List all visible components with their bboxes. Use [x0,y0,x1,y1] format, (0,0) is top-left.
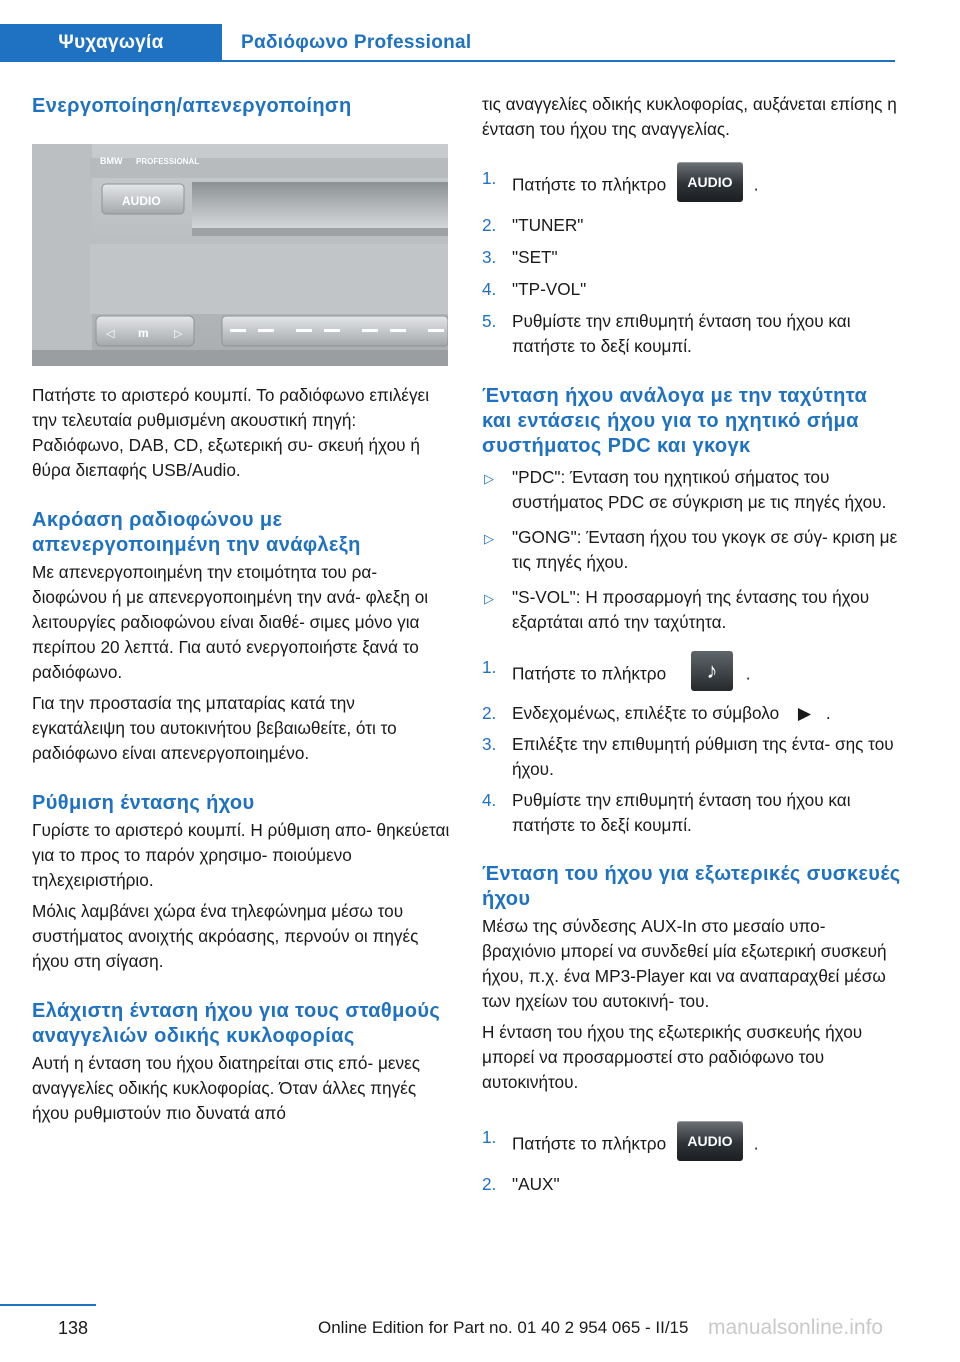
radio-panel-photo [32,144,448,366]
list-item: 1. Πατήστε το πλήκτρο ♪ . [482,655,902,695]
paragraph-external-2: Η ένταση του ήχου της εξωτερικής συσκευής ήχου μπορεί να προσαρμοστεί στο ραδιόφωνο του αυτοκινήτου. [482,1022,863,1092]
heading-external-devices: Ένταση του ήχου για εξωτερικές συσκευές ήχου [482,863,901,910]
paragraph-listen-1: Με απενεργοποιημένη την ετοιμότητα του ρα- διοφώνου ή με απενεργοποιημένη την ανά- φλεξη οι λειτουργίες ραδιοφώνου είναι διαθέ- σιμες μόνο για περίπου 20 λεπτά. Για αυτό ενεργοποιήστε ξανά το ραδιόφωνο. [32,562,429,682]
heading-speed-volume: Ένταση ήχου ανάλογα με την ταχύτητα και εντάσεις ήχου για το ηχητικό σήμα συστήματος PDC και γκογκ [482,385,868,457]
left-column [32,94,452,1126]
paragraph-min-volume: Αυτή η ένταση του ήχου διατηρείται στις επό- μενες αναγγελίες οδικής κυκλοφορίας. Όταν άλλες πηγές ήχου ρυθμιστούν πιο δυνατά από [32,1053,421,1123]
bullet-list-speed [482,465,902,635]
list-item: 3. "SET" [482,247,558,267]
paragraph-volume-1: Γυρίστε το αριστερό κουμπί. Η ρύθμιση απο- θηκεύεται για το προς το παρόν χρησιμο- ποιούμενο τηλεχειριστήριο. [32,820,450,890]
svg-text:m: m [138,326,149,340]
heading-min-volume: Ελάχιστη ένταση ήχου για τους σταθμούς αναγγελιών οδικής κυκλοφορίας [32,1000,441,1047]
page-header [0,24,895,62]
list-item: 1. Πατήστε το πλήκτρο AUDIO . [482,1125,902,1165]
list-item: 2. "AUX" [482,1174,560,1194]
model-label: PROFESSIONAL [136,157,200,166]
heading-on-off: Ενεργοποίηση/απενεργοποίηση [32,95,352,117]
steps-list-speed [482,655,902,838]
watermark: manualsonline.info [708,1316,884,1339]
triangle-bullet-icon: ▷ [484,591,494,606]
audio-button-icon[interactable]: AUDIO [677,1121,743,1161]
footer-rule [0,1304,96,1306]
list-item: 2. Ενδεχομένως, επιλέξτε το σύμβολο ▶ . [482,703,831,723]
paragraph-external-1: Μέσω της σύνδεσης AUX-In στο μεσαίο υπο- βραχιόνιο μπορεί να συνδεθεί μία εξωτερική συσκευή ήχου, π.χ. ένα MP3-Player και να αναπαραχθεί μέσω των ηχείων του αυτοκινή- του. [482,916,887,1011]
play-arrow-icon: ▶ [797,703,812,723]
brand-label: BMW [100,156,123,166]
list-item: 1. Πατήστε το πλήκτρο AUDIO . [482,166,902,206]
paragraph-continued: τις αναγγελίες οδικής κυκλοφορίας, αυξάνεται επίσης η ένταση του ήχου της αναγγελίας. [482,94,897,139]
list-item: 5. Ρυθμίστε την επιθυμητή ένταση του ήχου και πατήστε το δεξί κουμπί. [482,311,851,356]
list-item: ▷ "PDC": Ένταση του ηχητικού σήματος του συστήματος PDC σε σύγκριση με τις πηγές ήχου. [484,467,887,512]
music-note-button-icon[interactable]: ♪ [691,651,733,691]
triangle-bullet-icon: ▷ [484,471,494,486]
edition-line: Online Edition for Part no. 01 40 2 954 065 - II/15 [318,1318,689,1337]
audio-key-label: AUDIO [122,194,161,208]
list-item: 2. "TUNER" [482,215,584,235]
steps-list-aux [482,1125,902,1197]
paragraph-on-off: Πατήστε το αριστερό κουμπί. Το ραδιόφωνο επιλέγει την τελευταία ρυθμισμένη ακουστική πηγή: Ραδιόφωνο, DAB, CD, εξωτερική συ- σκευή ήχου ή θύρα διεπαφής USB/Audio. [32,385,430,480]
steps-list-tp-vol [482,166,902,359]
right-column [482,92,902,1197]
chapter-title[interactable]: Ραδιόφωνο Professional [241,32,472,53]
heading-listen-ignition-off: Ακρόαση ραδιοφώνου με απενεργοποιημένη την ανάφλεξη [32,509,361,556]
list-item: ▷ "GONG": Ένταση ήχου του γκογκ σε σύγ- κριση με τις πηγές ήχου. [484,527,898,572]
list-item: 4. "TP-VOL" [482,279,587,299]
paragraph-listen-2: Για την προστασία της μπαταρίας κατά την εγκατάλειψη του αυτοκινήτου βεβαιωθείτε, ότι το ραδιόφωνο είναι απενεργοποιημένο. [32,693,397,763]
page-number: 138 [58,1318,89,1338]
list-item: 4. Ρυθμίστε την επιθυμητή ένταση του ήχου και πατήστε το δεξί κουμπί. [482,790,851,835]
paragraph-volume-2: Μόλις λαμβάνει χώρα ένα τηλεφώνημα μέσω του συστήματος ανοιχτής ακρόασης, περνούν οι πηγές ήχου στη σίγαση. [32,901,419,971]
list-item: ▷ "S-VOL": Η προσαρμογή της έντασης του ήχου εξαρτάται από την ταχύτητα. [484,587,870,632]
heading-volume: Ρύθμιση έντασης ήχου [32,792,255,814]
list-item: 3. Επιλέξτε την επιθυμητή ρύθμιση της έντα- σης του ήχου. [482,734,894,779]
section-tab[interactable]: Ψυχαγωγία [0,24,222,62]
svg-text:▷: ▷ [174,327,183,340]
audio-button-icon[interactable]: AUDIO [677,162,743,202]
header-rule [0,60,895,62]
triangle-bullet-icon: ▷ [484,531,494,546]
svg-text:◁: ◁ [106,327,115,340]
